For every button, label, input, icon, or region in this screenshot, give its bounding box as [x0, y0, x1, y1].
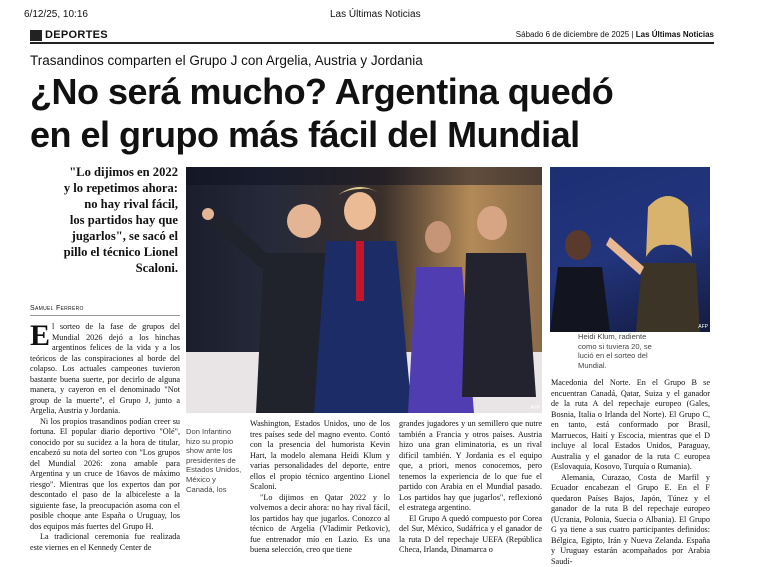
- print-site-title: Las Últimas Noticias: [330, 9, 421, 21]
- body-paragraph: Alemania, Curazao, Costa de Marfil y Ecuador encabezan el Grupo E. En el F quedaron Países Bajos, Japón, Túnez y el ganador de la ruta B del repechaje europeo (Ucrania, Polonia, Suecia o Albania). El Grupo G ya tiene a sus cuatro participantes definidos: Bélgica, Egipto, Irán y Nueva Zelanda. España y Uruguay estarán acompañados por Arabia Saudí-: [551, 473, 710, 567]
- body-column-1: [30, 322, 180, 555]
- pull-quote-line: Scaloni.: [30, 260, 178, 276]
- body-paragraph: La tradicional ceremonia fue realizada este viernes en el Kennedy Center de: [30, 532, 180, 553]
- edition-paper: Las Últimas Noticias: [636, 30, 714, 39]
- main-photo-caption: Don Infantino hizo su propio show ante los presidentes de Estados Unidos, México y Canadá, los: [186, 427, 242, 494]
- headline-line-1: ¿No será mucho? Argentina quedó: [30, 71, 613, 113]
- edition-date: [516, 30, 714, 39]
- byline-rule: [30, 315, 180, 316]
- print-datetime: 6/12/25, 10:16: [24, 9, 88, 21]
- pull-quote-line: no hay rival fácil,: [30, 196, 178, 212]
- pull-quote-line: y lo repetimos ahora:: [30, 180, 178, 196]
- photo-credit: AFP: [530, 405, 540, 411]
- edition-date-text: Sábado 6 de diciembre de 2025: [516, 30, 629, 39]
- body-paragraph: El sorteo de la fase de grupos del Mundial 2026 dejó a los hinchas argentinos felices de la vida y a los teóricos de las conspiraciones al borde del colapso. Los actuales campeones tuvieron bastante buena suerte, por decirlo de alguna manera, y cayeron en el denominado "Not group de la muerte", el Grupo J, junto a Argelia, Austria y Jordania.: [30, 322, 180, 417]
- side-photo-illustration: [550, 167, 710, 332]
- body-paragraph: "Lo dijimos en Qatar 2022 y lo volvemos a decir ahora: no hay rival fácil, los partidos hay que jugarlos. Conozco al técnico de Argelia (Vladimir Petkovic), fue entrenador mío en Lazio. Es una buena selección, creo que tiene: [250, 493, 390, 556]
- main-photo: [186, 167, 542, 413]
- masthead-rule: [30, 42, 714, 44]
- body-column-2: [250, 419, 390, 555]
- section-label: DEPORTES: [45, 29, 108, 41]
- pull-quote: [30, 164, 178, 276]
- drop-cap: E: [30, 323, 50, 349]
- side-photo-caption: Heidi Klum, radiente como si tuviera 20, se lució en el sorteo del Mundial.: [578, 332, 660, 370]
- body-paragraph: grandes jugadores y un semillero que nutre también a Francia y otros países. Austria hizo una gran eliminatoria, es un rival difícil también. Y Jordania es el equipo que, a priori, menos conocemos, pero tenemos la experiencia de lo que fue el partido con Arabia en el Mundial pasado. Los partidos hay que jugarlos", reflexionó el estratega argentino.: [399, 419, 542, 514]
- section-icon: [30, 30, 42, 41]
- body-paragraph: El Grupo A quedó compuesto por Corea del Sur, México, Sudáfrica y el ganador de la ruta D del repechaje UEFA (República Checa, Irlanda, Dinamarca o: [399, 514, 542, 556]
- edition-separator: |: [631, 30, 635, 39]
- byline: Samuel Ferrero: [30, 305, 84, 312]
- main-photo-illustration: [186, 167, 542, 413]
- pull-quote-line: pillo el técnico Lionel: [30, 244, 178, 260]
- section-bar: [30, 30, 714, 41]
- side-photo: [550, 167, 710, 332]
- pull-quote-line: jugarlos", se sacó el: [30, 228, 178, 244]
- headline-line-2: en el grupo más fácil del Mundial: [30, 114, 580, 156]
- body-paragraph: Macedonia del Norte. En el Grupo B se encuentran Canadá, Qatar, Suiza y el ganador de la ruta A del repechaje europeo (Gales, Bosnia, Italia o Irlanda del Norte). El Grupo C, en tanto, está conformado por Brasil, Marruecos, Haití y Escocia, mientras que el D incluye al local Estados Unidos, Paraguay, Australia y el ganador de la ruta C europea (Eslovaquia, Kosovo, Turquía o Rumania).: [551, 378, 710, 473]
- body-column-3: [399, 419, 542, 555]
- pull-quote-line: los partidos hay que: [30, 212, 178, 228]
- kicker: Trasandinos comparten el Grupo J con Argelia, Austria y Jordania: [30, 53, 423, 68]
- side-photo-credit: AFP: [698, 324, 708, 330]
- pull-quote-line: "Lo dijimos en 2022: [30, 164, 178, 180]
- body-paragraph: Ni los propios trasandinos podían creer su fortuna. El popular diario deportivo "Olé", conocido por su sucidez a la hora de titular, encabezó su nota del sorteo con "Los grupos del Mundial 2026: zona amable para Argentina y un cruce de 16avos de máximo riesgo". Mientras que los expertos dan por descontado el paso de la albiceleste a la siguiente fase, la preocupación asoma con el posible choque ante España o Uruguay, los dos equipos más fuertes del Grupo H.: [30, 417, 180, 533]
- body-column-4: [551, 378, 710, 555]
- body-paragraph: Washington, Estados Unidos, uno de los tres países sede del magno evento. Contó con la presencia del humorista Kevin Hart, la modelo alemana Heidi Klum y varias personalidades del deporte, entre ellos el propio técnico argentino Lionel Scaloni.: [250, 419, 390, 493]
